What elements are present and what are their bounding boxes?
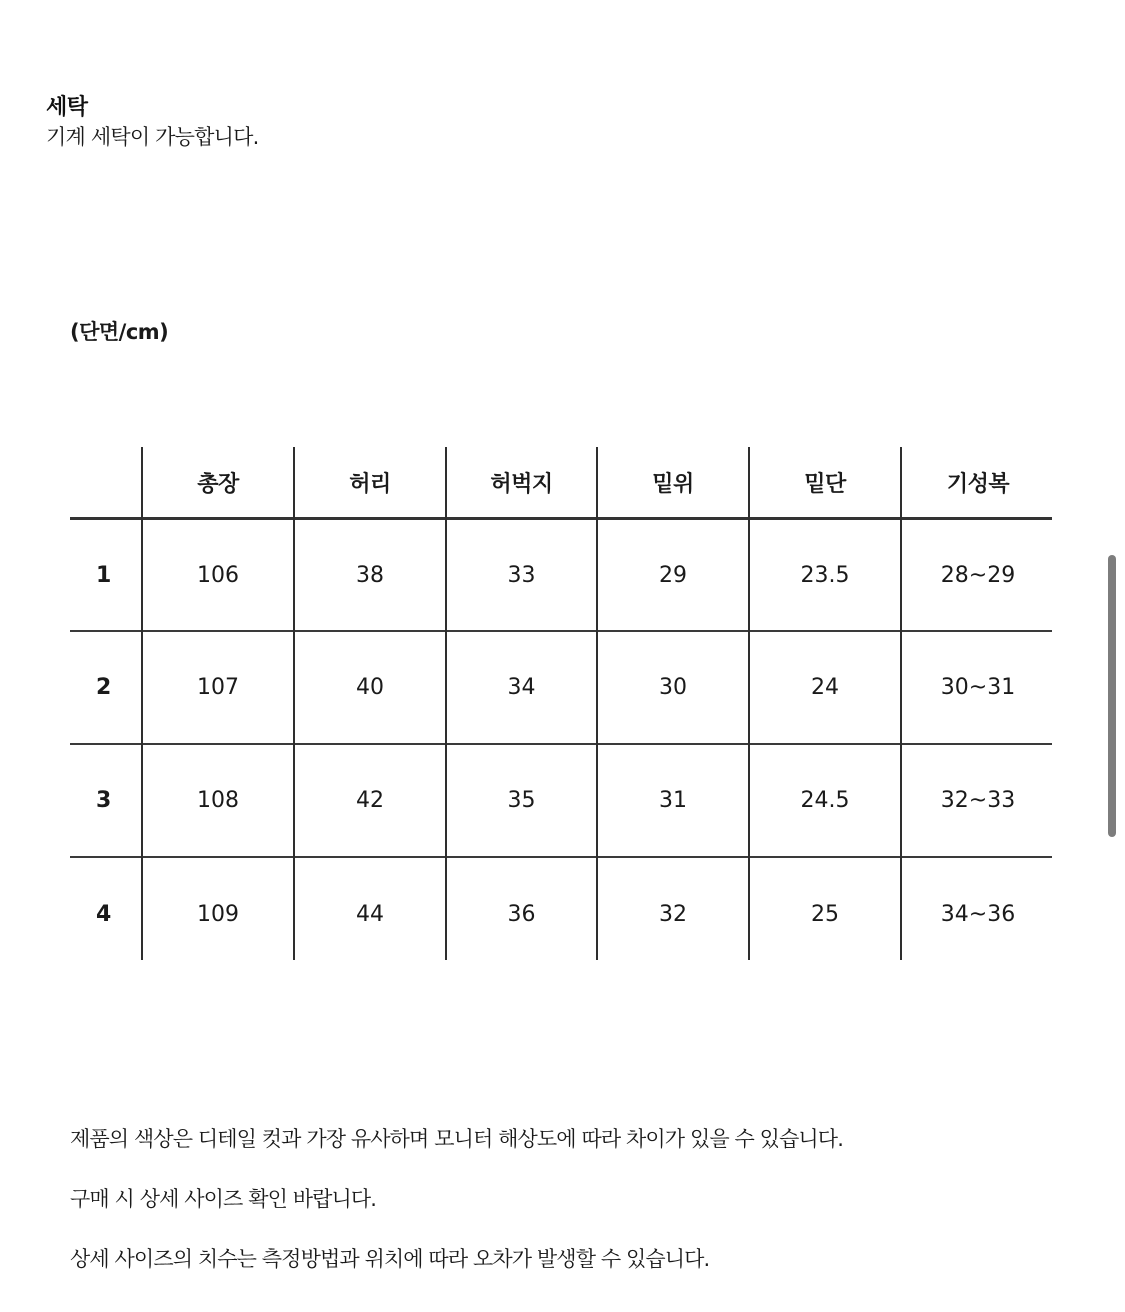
cell-waist: 40 (356, 675, 384, 700)
column-header-ready-to-wear: 기성복 (946, 471, 1010, 497)
washing-title: 세탁 (46, 95, 88, 120)
cell-rise: 32 (659, 901, 687, 927)
cell-rise: 29 (659, 562, 687, 588)
column-header-rise: 밑위 (652, 471, 694, 497)
unit-label: (단면/cm) (70, 320, 169, 344)
size-label: 4 (96, 901, 112, 927)
cell-waist: 44 (356, 901, 384, 927)
notes-list (70, 1124, 843, 1304)
note-measurement-tolerance: 상세 사이즈의 치수는 측정방법과 위치에 따라 오차가 발생할 수 있습니다. (70, 1247, 710, 1271)
cell-hem: 25 (811, 901, 839, 927)
cell-hem: 23.5 (800, 562, 850, 588)
cell-thigh: 34 (507, 675, 536, 700)
cell-thigh: 36 (507, 901, 536, 927)
size-label: 3 (96, 788, 112, 813)
cell-waist: 38 (356, 562, 384, 588)
cell-ready-to-wear: 30~31 (940, 675, 1016, 700)
cell-ready-to-wear: 34~36 (940, 901, 1016, 927)
vertical-scrollbar[interactable] (1108, 555, 1116, 837)
size-label: 1 (96, 562, 112, 588)
size-label: 2 (96, 675, 112, 700)
cell-waist: 42 (356, 788, 384, 813)
cell-hem: 24 (811, 675, 839, 700)
column-header-hem: 밑단 (804, 471, 846, 497)
cell-ready-to-wear: 28~29 (940, 562, 1016, 588)
washing-description: 기계 세탁이 가능합니다. (46, 125, 259, 149)
cell-total-length: 109 (197, 901, 239, 927)
cell-thigh: 35 (507, 788, 536, 813)
column-header-total-length: 총장 (197, 471, 239, 497)
cell-thigh: 33 (507, 562, 536, 588)
note-check-size: 구매 시 상세 사이즈 확인 바랍니다. (70, 1187, 377, 1211)
cell-total-length: 107 (197, 675, 239, 700)
column-header-thigh: 허벅지 (490, 471, 553, 497)
cell-total-length: 108 (197, 788, 239, 813)
cell-total-length: 106 (197, 562, 239, 588)
cell-hem: 24.5 (800, 788, 850, 813)
cell-rise: 31 (659, 788, 687, 813)
cell-ready-to-wear: 32~33 (940, 788, 1016, 813)
note-color-disclaimer: 제품의 색상은 디테일 컷과 가장 유사하며 모니터 해상도에 따라 차이가 있을 수 있습니다. (70, 1127, 843, 1151)
cell-rise: 30 (659, 675, 687, 700)
column-header-waist: 허리 (349, 471, 391, 497)
